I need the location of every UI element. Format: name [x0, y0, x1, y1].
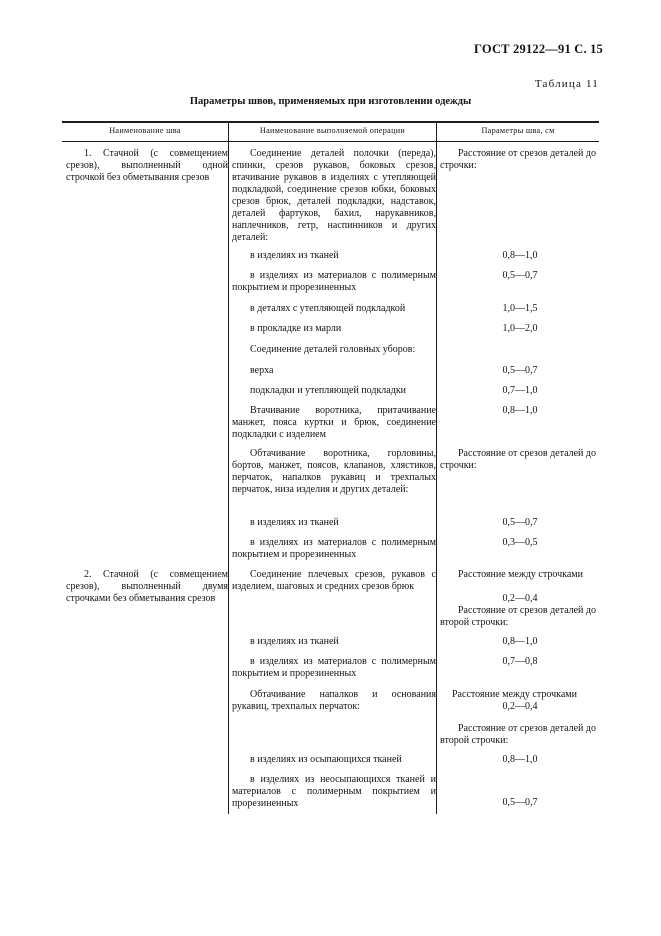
- param-value: 1,0—2,0: [502, 323, 538, 334]
- operation-row: в изделиях из материалов с полимерным покрытием и прорезиненных: [232, 537, 436, 560]
- param-value: 0,2—0,4: [502, 701, 538, 712]
- operation-row: подкладки и утепляющей подкладки: [250, 385, 407, 396]
- operation-row: в изделиях из материалов с полимерным покрытием и прорезиненных: [232, 656, 436, 679]
- column-header-operation: Наименование выполняемой операции: [259, 126, 406, 135]
- param-value: 0,5—0,7: [502, 365, 538, 376]
- param-value: 0,7—1,0: [502, 385, 538, 396]
- param-description: Расстояние от срезов деталей до второй строчки:: [440, 723, 596, 746]
- param-value: 0,7—0,8: [502, 656, 538, 667]
- param-description: Расстояние между строчками: [458, 569, 583, 580]
- param-value: 0,8—1,0: [502, 754, 538, 765]
- operation-row: в деталях с утепляющей подкладкой: [250, 303, 406, 314]
- param-value: 0,5—0,7: [502, 797, 538, 808]
- seam-name-2: 2. Стачной (с совмещением срезов), выполненный двумя строчками без обметывания срезов: [66, 569, 228, 604]
- operation-row: Обтачивание воротника, горловины, бортов, манжет, поясов, клапанов, хлястиков, перчаток, напалков рукавиц и трехпалых перчаток, низа изделия и других деталей:: [232, 448, 436, 495]
- header-bottom-rule: [62, 141, 599, 142]
- table-number: Таблица 11: [534, 78, 599, 90]
- param-description: Расстояние от срезов деталей до строчки:: [440, 148, 596, 171]
- param-value: 0,8—1,0: [502, 250, 538, 261]
- operation-row: в прокладке из марли: [250, 323, 342, 334]
- seam-name-1: 1. Стачной (с совмещением срезов), выполненный одной строчкой без обметывания срезов: [66, 148, 228, 183]
- column-divider-1: [228, 121, 229, 814]
- param-value: 0,5—0,7: [502, 270, 538, 281]
- param-description: Расстояние от срезов деталей до второй строчки:: [440, 605, 596, 628]
- param-value: 0,2—0,4: [502, 593, 538, 604]
- table-top-rule: [62, 121, 599, 123]
- param-value: 0,3—0,5: [502, 537, 538, 548]
- operation-row: Обтачивание напалков и основания рукавиц, трехпалых перчаток:: [232, 689, 436, 712]
- param-description: Расстояние от срезов деталей до строчки:: [440, 448, 596, 471]
- operation-row: в изделиях из неосыпающихся тканей и материалов с полимерным покрытием и прорезиненных: [232, 774, 436, 809]
- operation-row: верха: [250, 365, 274, 376]
- param-value: 0,5—0,7: [502, 517, 538, 528]
- param-value: 0,8—1,0: [502, 405, 538, 416]
- column-divider-2: [436, 121, 437, 814]
- operation-row: в изделиях из тканей: [250, 250, 339, 261]
- param-description: Расстояние между строчками: [452, 689, 577, 700]
- operation-row: в изделиях из материалов с полимерным покрытием и прорезиненных: [232, 270, 436, 293]
- operation-row: Соединение деталей полочки (переда), спинки, срезов рукавов, боковых срезов, втачивание рукавов в изделиях с утепляющей подкладкой, соединение срезов юбки, боковых срезов брюк, деталей подкладки, надставок, деталей фартуков, бахил, нарукавников, наплечников, гетр, наспинников и других деталей:: [232, 148, 436, 243]
- operation-row: Соединение деталей головных уборов:: [250, 344, 416, 355]
- operation-row: в изделиях из осыпающихся тканей: [250, 754, 402, 765]
- operation-row: Соединение плечевых срезов, рукавов с изделием, шаговых и средних срезов брюк: [232, 569, 436, 592]
- column-header-params: Параметры шва, см: [481, 126, 555, 135]
- operation-row: в изделиях из тканей: [250, 636, 339, 647]
- param-value: 0,8—1,0: [502, 636, 538, 647]
- param-value: 1,0—1,5: [502, 303, 538, 314]
- document-header: ГОСТ 29122—91 С. 15: [474, 42, 603, 56]
- table-title: Параметры швов, применяемых при изготовлении одежды: [189, 96, 472, 107]
- operation-row: Втачивание воротника, притачивание манжет, пояса куртки и брюк, соединение подкладки с изделием: [232, 405, 436, 440]
- operation-row: в изделиях из тканей: [250, 517, 339, 528]
- column-header-seam: Наименование шва: [109, 126, 181, 135]
